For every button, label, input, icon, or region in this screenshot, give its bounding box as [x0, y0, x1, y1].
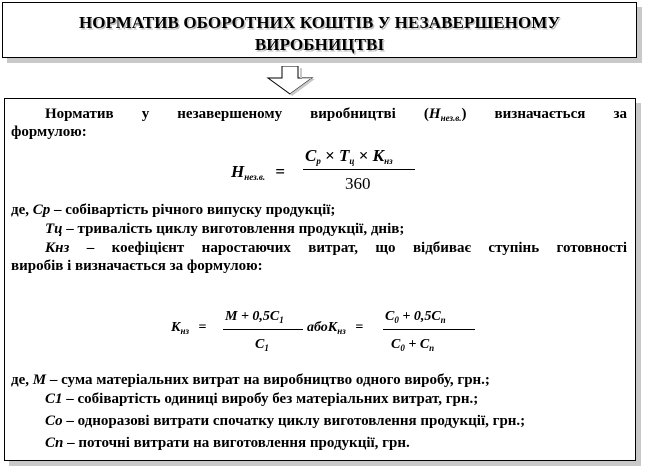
formula-knz-bar2	[383, 329, 475, 330]
def-co: Со – одноразові витрати спочатку циклу виготовлення продукції, грн.;	[45, 413, 526, 429]
formula-norm-bar	[303, 169, 415, 170]
def-cp: де, Ср – собівартість річного випуску продукції;	[11, 202, 336, 218]
title-box	[2, 2, 637, 58]
def-tc: Тц – тривалість циклу виготовлення продукції, днів;	[45, 221, 405, 237]
formula-knz-den2: $С_0 + С_п$	[391, 337, 435, 353]
content-box	[4, 98, 636, 461]
formula-norm-numerator: Ср × Тц × Кнз	[305, 146, 393, 166]
formula-knz-den1: $С_1$	[255, 337, 269, 353]
formula-knz-num2: $С_0 + 0,5С_п$	[385, 309, 446, 325]
def-knz: Кнз – коефіцієнт наростаючих витрат, що відбиває ступінь готовності	[45, 240, 627, 256]
formula-knz-or: абоК$_{нз}$ =	[307, 320, 364, 336]
down-arrow-icon	[248, 66, 328, 96]
def-c1: С1 – собівартість одиниці виробу без матеріальних витрат, грн.;	[45, 391, 479, 407]
def-cn: Сп – поточні витрати на виготовлення продукції, грн.	[45, 435, 410, 451]
title-line-2: ВИРОБНИЦТВІ	[254, 35, 385, 54]
formula-knz-bar1	[223, 329, 303, 330]
formula-norm-denominator: 360	[345, 174, 371, 193]
page-title	[3, 12, 636, 56]
intro-line-2: формулою:	[11, 124, 87, 140]
def-m: де, М – сума матеріальних витрат на виробництво одного виробу, грн.;	[11, 372, 490, 388]
def-knz-2: виробів і визначається за формулою:	[11, 258, 263, 274]
title-line-1: НОРМАТИВ ОБОРОТНИХ КОШТІВ У НЕЗАВЕРШЕНОМУ	[78, 13, 561, 32]
formula-knz-lhs: $К_{нз}$ =	[171, 320, 207, 336]
formula-norm-lhs: Ннез.в. =	[231, 162, 286, 182]
formula-knz-num1: $М + 0,5С_1$	[225, 309, 284, 325]
intro-line: Норматив у незавершеному виробництві $(Н_{нез.в.})$ визначається за	[45, 106, 627, 123]
